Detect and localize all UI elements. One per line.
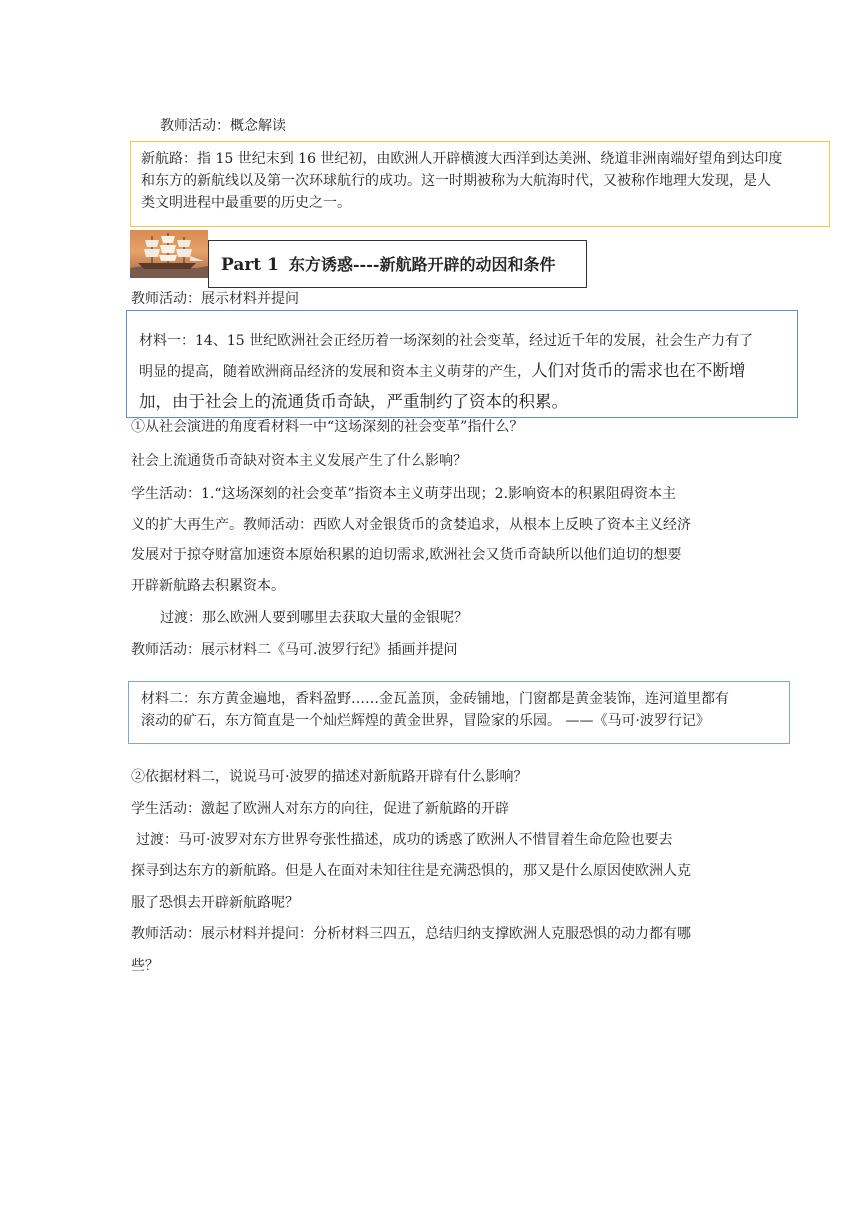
part1-label: Part 1 [221,255,279,275]
concept-definition-box [130,141,830,227]
material1-line2a: 明显的提高，随着欧洲商品经济的发展和资本主义萌芽的产生， [139,364,531,380]
sailing-ship-image [130,230,208,278]
student-answer1-line: 义的扩大再生产。教师活动：西欧人对金银货币的贪婪追求，从根本上反映了资本主义经济 [131,517,691,533]
student-answer1-line: 开辟新航路去积累资本。 [131,578,285,594]
transition2-line: 服了恐惧去开辟新航路呢？ [131,895,299,911]
part1-heading [208,240,587,288]
teacher-activity-show3: 些？ [131,958,159,974]
teacher-activity-show1: 教师活动：展示材料并提问 [131,291,299,307]
transition2-line: 过渡：马可·波罗对东方世界夸张性描述，成功的诱惑了欧洲人不惜冒着生命危险也要去 [136,832,673,848]
teacher-activity-concept: 教师活动：概念解读 [160,118,286,134]
transition1: 过渡：那么欧洲人要到哪里去获取大量的金银呢？ [160,610,468,626]
material1-line [139,356,787,387]
teacher-activity-show3: 教师活动：展示材料并提问：分析材料三四五，总结归纳支撑欧洲人克服恐惧的动力都有哪 [131,926,691,942]
material2-box [128,681,790,744]
transition2-line: 探寻到达东方的新航路。但是人在面对未知往往是充满恐惧的，那又是什么原因使欧洲人克 [131,863,691,879]
concept-line: 新航路：指 15 世纪末到 16 世纪初，由欧洲人开辟横渡大西洋到达美洲、绕道非洲南端好望角到达印度 [141,151,783,167]
student-answer1-line: 学生活动：1.“这场深刻的社会变革”指资本主义萌芽出现；2.影响资本的积累阻碍资本主 [131,486,677,502]
material1-box [126,310,798,418]
material2-line: 滚动的矿石，东方简直是一个灿烂辉煌的黄金世界，冒险家的乐园。 ——《马可·波罗行记》 [141,713,710,729]
material1-line: 加，由于社会上的流通货币奇缺，严重制约了资本的积累。 [139,392,568,411]
student-answer2: 学生活动：激起了欧洲人对东方的向往，促进了新航路的开辟 [131,801,509,817]
teacher-activity-show2: 教师活动：展示材料二《马可.波罗行纪》插画并提问 [131,642,458,658]
student-answer1-line: 发展对于掠夺财富加速资本原始积累的迫切需求,欧洲社会又货币奇缺所以他们迫切的想要 [131,547,682,563]
question2: ②依据材料二，说说马可·波罗的描述对新航路开辟有什么影响？ [131,769,528,785]
concept-line: 类文明进程中最重要的历史之一。 [141,195,351,211]
material1-line2b: 人们对货币的需求也在不断增 [531,361,746,380]
material2-line: 材料二：东方黄金遍地，香料盈野……金瓦盖顶，金砖铺地，门窗都是黄金装饰，连河道里都有 [141,691,729,707]
concept-line: 和东方的新航线以及第一次环球航行的成功。这一时期被称为大航海时代，又被称作地理大发现，是人 [141,173,771,189]
question1b: 社会上流通货币奇缺对资本主义发展产生了什么影响？ [131,453,467,469]
question1a: ①从社会演进的角度看材料一中“这场深刻的社会变革”指什么？ [131,419,524,435]
part1-title: 东方诱惑----新航路开辟的动因和条件 [288,255,556,274]
material1-line: 材料一：14、15 世纪欧洲社会正经历着一场深刻的社会变革，经过近千年的发展，社会生产力有了 [139,333,754,349]
